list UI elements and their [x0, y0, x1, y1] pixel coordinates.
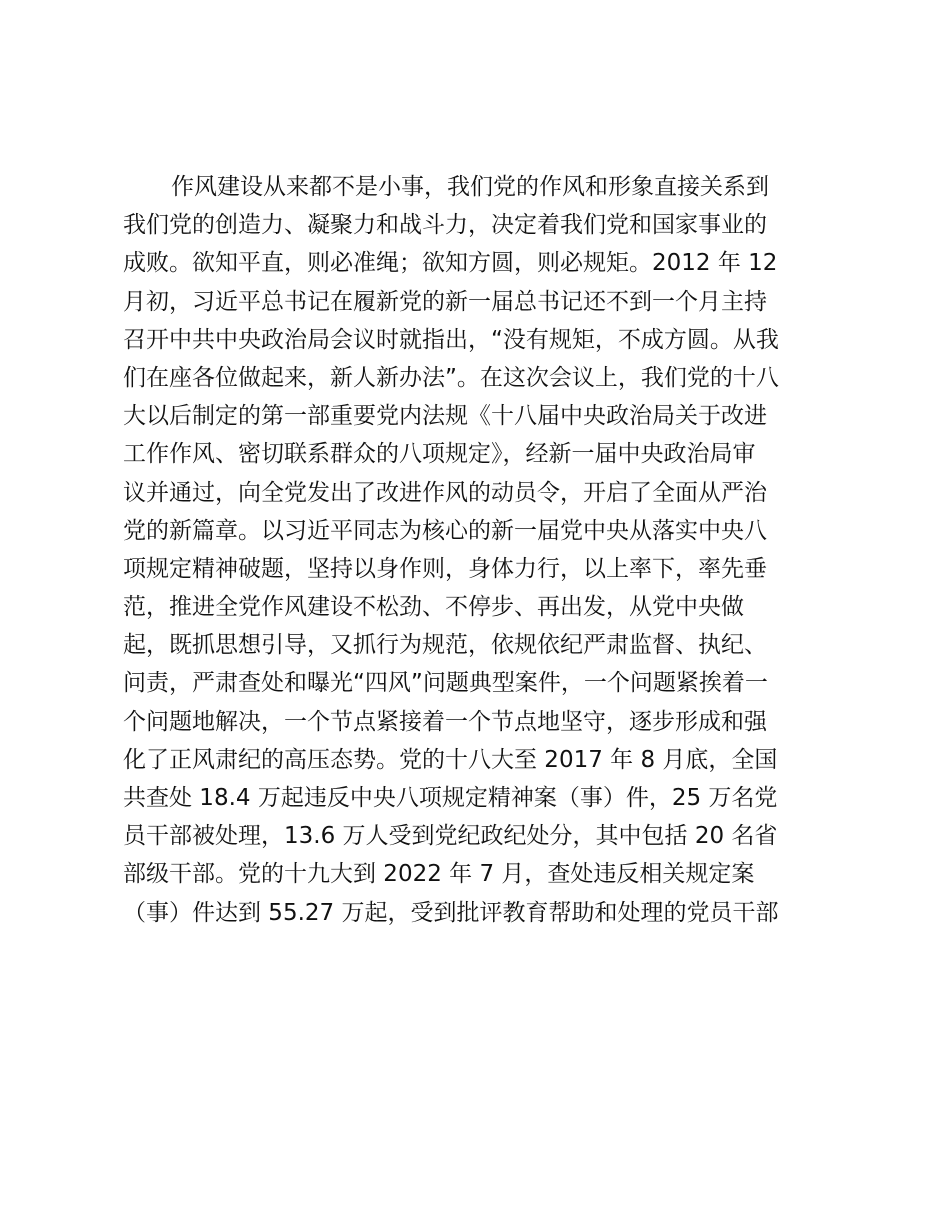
- paragraph-line: 工作作风、密切联系群众的八项规定》，经新一届中央政治局审: [123, 441, 756, 468]
- paragraph-line: 化了正风肃纪的高压态势。党的十八大至 2017 年 8 月底，全国: [123, 746, 778, 773]
- paragraph-line: 议并通过，向全党发出了改进作风的动员令，开启了全面从严治: [123, 479, 767, 506]
- paragraph-line: 范，推进全党作风建设不松劲、不停步、再出发，从党中央做: [123, 594, 744, 621]
- paragraph-line: 们在座各位做起来，新人新办法”。在这次会议上，我们党的十八: [123, 364, 779, 391]
- body-paragraph: [123, 168, 843, 932]
- paragraph-line: 起，既抓思想引导，又抓行为规范，依规依纪严肃监督、执纪、: [123, 632, 767, 659]
- paragraph-line: 项规定精神破题，坚持以身作则，身体力行，以上率下，率先垂: [123, 555, 767, 582]
- paragraph-line: 作风建设从来都不是小事，我们党的作风和形象直接关系到: [171, 174, 769, 200]
- paragraph-line: 大以后制定的第一部重要党内法规《十八届中央政治局关于改进: [123, 403, 767, 430]
- paragraph-line: 我们党的创造力、凝聚力和战斗力，决定着我们党和国家事业的: [123, 212, 767, 239]
- paragraph-line: 党的新篇章。以习近平同志为核心的新一届党中央从落实中央八: [123, 517, 767, 544]
- paragraph-line: 问责，严肃查处和曝光“四风”问题典型案件，一个问题紧挨着一: [123, 670, 768, 697]
- paragraph-line: 月初，习近平总书记在履新党的新一届总书记还不到一个月主持: [123, 288, 767, 315]
- paragraph-line: 员干部被处理，13.6 万人受到党纪政纪处分，其中包括 20 名省: [123, 823, 778, 850]
- paragraph-line: 个问题地解决，一个节点紧接着一个节点地坚守，逐步形成和强: [123, 708, 767, 735]
- paragraph-line: 共查处 18.4 万起违反中央八项规定精神案（事）件，25 万名党: [123, 785, 778, 811]
- paragraph-line: 成败。欲知平直，则必准绳；欲知方圆，则必规矩。2012 年 12: [123, 250, 778, 277]
- paragraph-line: 召开中共中央政治局会议时就指出，“没有规矩，不成方圆。从我: [123, 326, 779, 353]
- paragraph-line: 部级干部。党的十九大到 2022 年 7 月，查处违反相关规定案: [123, 861, 755, 888]
- paragraph-line: （事）件达到 55.27 万起，受到批评教育帮助和处理的党员干部: [123, 899, 779, 926]
